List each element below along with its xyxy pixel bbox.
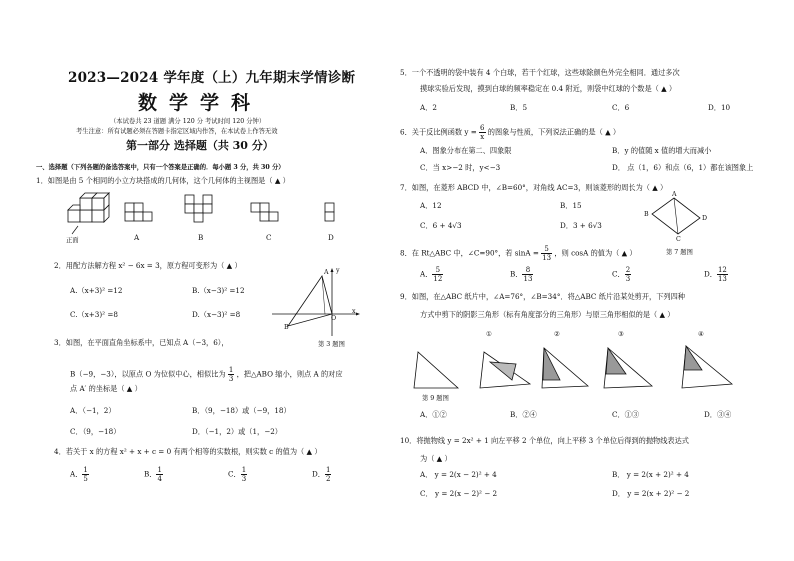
q3-option-c[interactable]: C．（9，−18）: [70, 427, 121, 436]
q6-option-c[interactable]: C．当 x>−2 时，y<−3: [420, 163, 501, 172]
right-column: [398, 0, 794, 561]
q3-point-a: A: [324, 269, 329, 276]
q7-caption: 第 7 题图: [666, 249, 693, 256]
q5-option-c[interactable]: C．6: [612, 103, 630, 112]
q9-option-c[interactable]: C．①③: [612, 410, 640, 419]
q2-option-a[interactable]: A.（x+3)² =12: [70, 286, 123, 295]
q1-option-c[interactable]: C: [266, 233, 272, 242]
q3-point-b: B: [284, 324, 289, 331]
q3-line1: 3．如图，在平面直角坐标系中，已知点 A（−3，6），: [54, 338, 229, 347]
section-title: 一、选择题（下列各题的备选答案中，只有一个答案是正确的．每小题 3 分，共 30 分）: [36, 164, 285, 171]
q9-label-1: ①: [486, 331, 492, 338]
q8-stem: 8．在 Rt△ABC 中，∠C=90°，若 sinA = $\frac{5}{13}$ ，则 cosA 的值为（ ▲ ）: [400, 245, 637, 262]
q7-option-c[interactable]: C．6 + 4√3: [420, 221, 462, 230]
q10-line1: 10．将抛物线 y = 2x² + 1 向左平移 2 个单位，向上平移 3 个单位后得到的抛物线表达式: [400, 436, 689, 445]
subject-title: 数学学科: [138, 92, 263, 114]
q7-stem: 7．如图，在菱形 ABCD 中，∠B=60°，对角线 AC=3，则该菱形的周长为（ ▲ ）: [400, 183, 668, 192]
q9-option-d[interactable]: D．③④: [704, 410, 732, 419]
q1-solid-figure: [58, 188, 118, 238]
q2-option-c[interactable]: C.（x+3)² =8: [70, 310, 118, 319]
exam-info: （本试卷共 23 道题 满分 120 分 考试时间 120 分钟）: [110, 118, 266, 125]
q2-option-b[interactable]: B.（x−3)² =12: [192, 286, 245, 295]
q5-line2: 摸球实验后发现，摸到白球的频率稳定在 0.4 附近，则袋中红球的个数是（ ▲ ）: [420, 84, 677, 93]
q1-option-b-view: [184, 194, 214, 228]
q9-line1: 9．如图，在△ABC 纸片中，∠A=76°，∠B=34°．将△ABC 纸片沿某处剪开，下列四种: [400, 292, 685, 301]
q1-option-b[interactable]: B: [198, 233, 204, 242]
q9-label-4: ④: [698, 331, 704, 338]
q1-option-a[interactable]: A: [134, 233, 140, 242]
q6-option-a[interactable]: A．图象分布在第二、四象限: [420, 146, 512, 155]
q10-option-b[interactable]: B． y = 2(x + 2)² + 4: [612, 470, 689, 479]
q3-option-a[interactable]: A．（−1，2）: [70, 406, 116, 415]
q1-front-label: 正面: [66, 237, 79, 244]
q9-label-3: ③: [618, 331, 624, 338]
q6-option-d[interactable]: D． 点（1，6）和点（6，1）都在该图象上: [612, 163, 754, 172]
left-column: [0, 0, 392, 561]
exam-notice: 考生注意：所有试题必须在答题卡指定区域内作答，在本试卷上作答无效: [76, 128, 278, 135]
q5-line1: 5．一个不透明的袋中装有 4 个白球，若干个红球，这些球除颜色外完全相同．通过多次: [400, 68, 680, 77]
q4-option-a[interactable]: A． $\frac{1}{5}$: [70, 466, 88, 483]
q3-option-d[interactable]: D．（−1，2）或（1，−2）: [192, 427, 282, 436]
q9-label-2: ②: [554, 331, 560, 338]
q5-option-b[interactable]: B．5: [510, 103, 528, 112]
q7-option-b[interactable]: B．15: [560, 201, 582, 210]
q10-option-a[interactable]: A． y = 2(x − 2)² + 4: [420, 470, 497, 479]
q3-line2: B（−9，−3），以原点 O 为位似中心，相似比为 $\frac{1}{3}$ ，把△ABO 缩小，则点 A 的对应: [70, 366, 343, 383]
q7-point-b: B: [644, 211, 649, 218]
q9-line2: 方式中剪下的阴影三角形（标有角度部分的三角形）与原三角形相似的是（ ▲ ）: [420, 310, 675, 319]
q7-rhombus-figure: [646, 194, 708, 238]
q6-stem: 6．关于反比例函数 y = $\frac{6}{x}$ 的图象与性质，下列说法正确的是（ ▲ ）: [400, 124, 621, 141]
q3-axis-y: y: [336, 267, 340, 274]
q4-option-b[interactable]: B． $\frac{1}{4}$: [144, 466, 162, 483]
q1-option-a-view: [124, 202, 154, 226]
q1-option-d[interactable]: D: [328, 233, 334, 242]
q4-option-d[interactable]: D． $\frac{1}{2}$: [312, 466, 331, 483]
q7-point-a: A: [672, 191, 677, 198]
q7-option-d[interactable]: D．3 + 6√3: [560, 221, 602, 230]
q8-option-d[interactable]: D． $\frac{12}{13}$: [704, 266, 727, 283]
q5-option-d[interactable]: D．10: [708, 103, 731, 112]
q9-option-a[interactable]: A．①②: [420, 410, 447, 419]
q2-option-d[interactable]: D.（x−3)² =8: [192, 310, 241, 319]
q1-option-c-view: [250, 202, 284, 226]
q2-stem: 2．用配方法解方程 x² − 6x = 3，原方程可变形为（ ▲ ）: [54, 261, 242, 270]
q3-origin: O: [331, 315, 337, 322]
q6-option-b[interactable]: B．y 的值随 x 值的增大而减小: [612, 146, 712, 155]
q4-stem: 4．若关于 x 的方程 x² + x + c = 0 有两个相等的实数根，则实数 c 的值为（ ▲ ）: [54, 447, 322, 456]
q9-triangles-figure: [412, 340, 742, 396]
q8-option-b[interactable]: B． $\frac{8}{13}$: [510, 266, 533, 283]
q1-option-d-view: [324, 202, 338, 226]
q3-line3: 点 A′ 的坐标是（ ▲ ）: [70, 384, 142, 393]
q8-option-c[interactable]: C． $\frac{2}{3}$: [612, 266, 631, 283]
q9-option-b[interactable]: B．②④: [510, 410, 537, 419]
q3-axis-x: x: [352, 308, 356, 315]
q10-line2: 为（ ▲ ）: [420, 454, 452, 463]
q5-option-a[interactable]: A．2: [420, 103, 437, 112]
q7-option-a[interactable]: A．12: [420, 201, 442, 210]
q8-option-a[interactable]: A． $\frac{5}{12}$: [420, 266, 443, 283]
part-title: 第一部分 选择题（共 30 分）: [126, 139, 274, 152]
q7-point-c: C: [676, 236, 681, 243]
q10-option-d[interactable]: D． y = 2(x + 2)² − 2: [612, 489, 690, 498]
q1-stem: 1．如图是由 5 个相同的小立方块搭成的几何体，这个几何体的主视图是（ ▲ ）: [36, 176, 290, 185]
q7-point-d: D: [702, 215, 708, 222]
q4-option-c[interactable]: C． $\frac{1}{3}$: [228, 466, 247, 483]
exam-title: 2023—2024 学年度（上）九年期末学情诊断: [68, 70, 356, 86]
q9-caption: 第 9 题图: [422, 395, 449, 402]
q3-caption: 第 3 题图: [318, 341, 345, 348]
q3-option-b[interactable]: B．（9，−18）或（−9，18）: [192, 406, 291, 415]
q10-option-c[interactable]: C． y = 2(x − 2)² − 2: [420, 489, 498, 498]
